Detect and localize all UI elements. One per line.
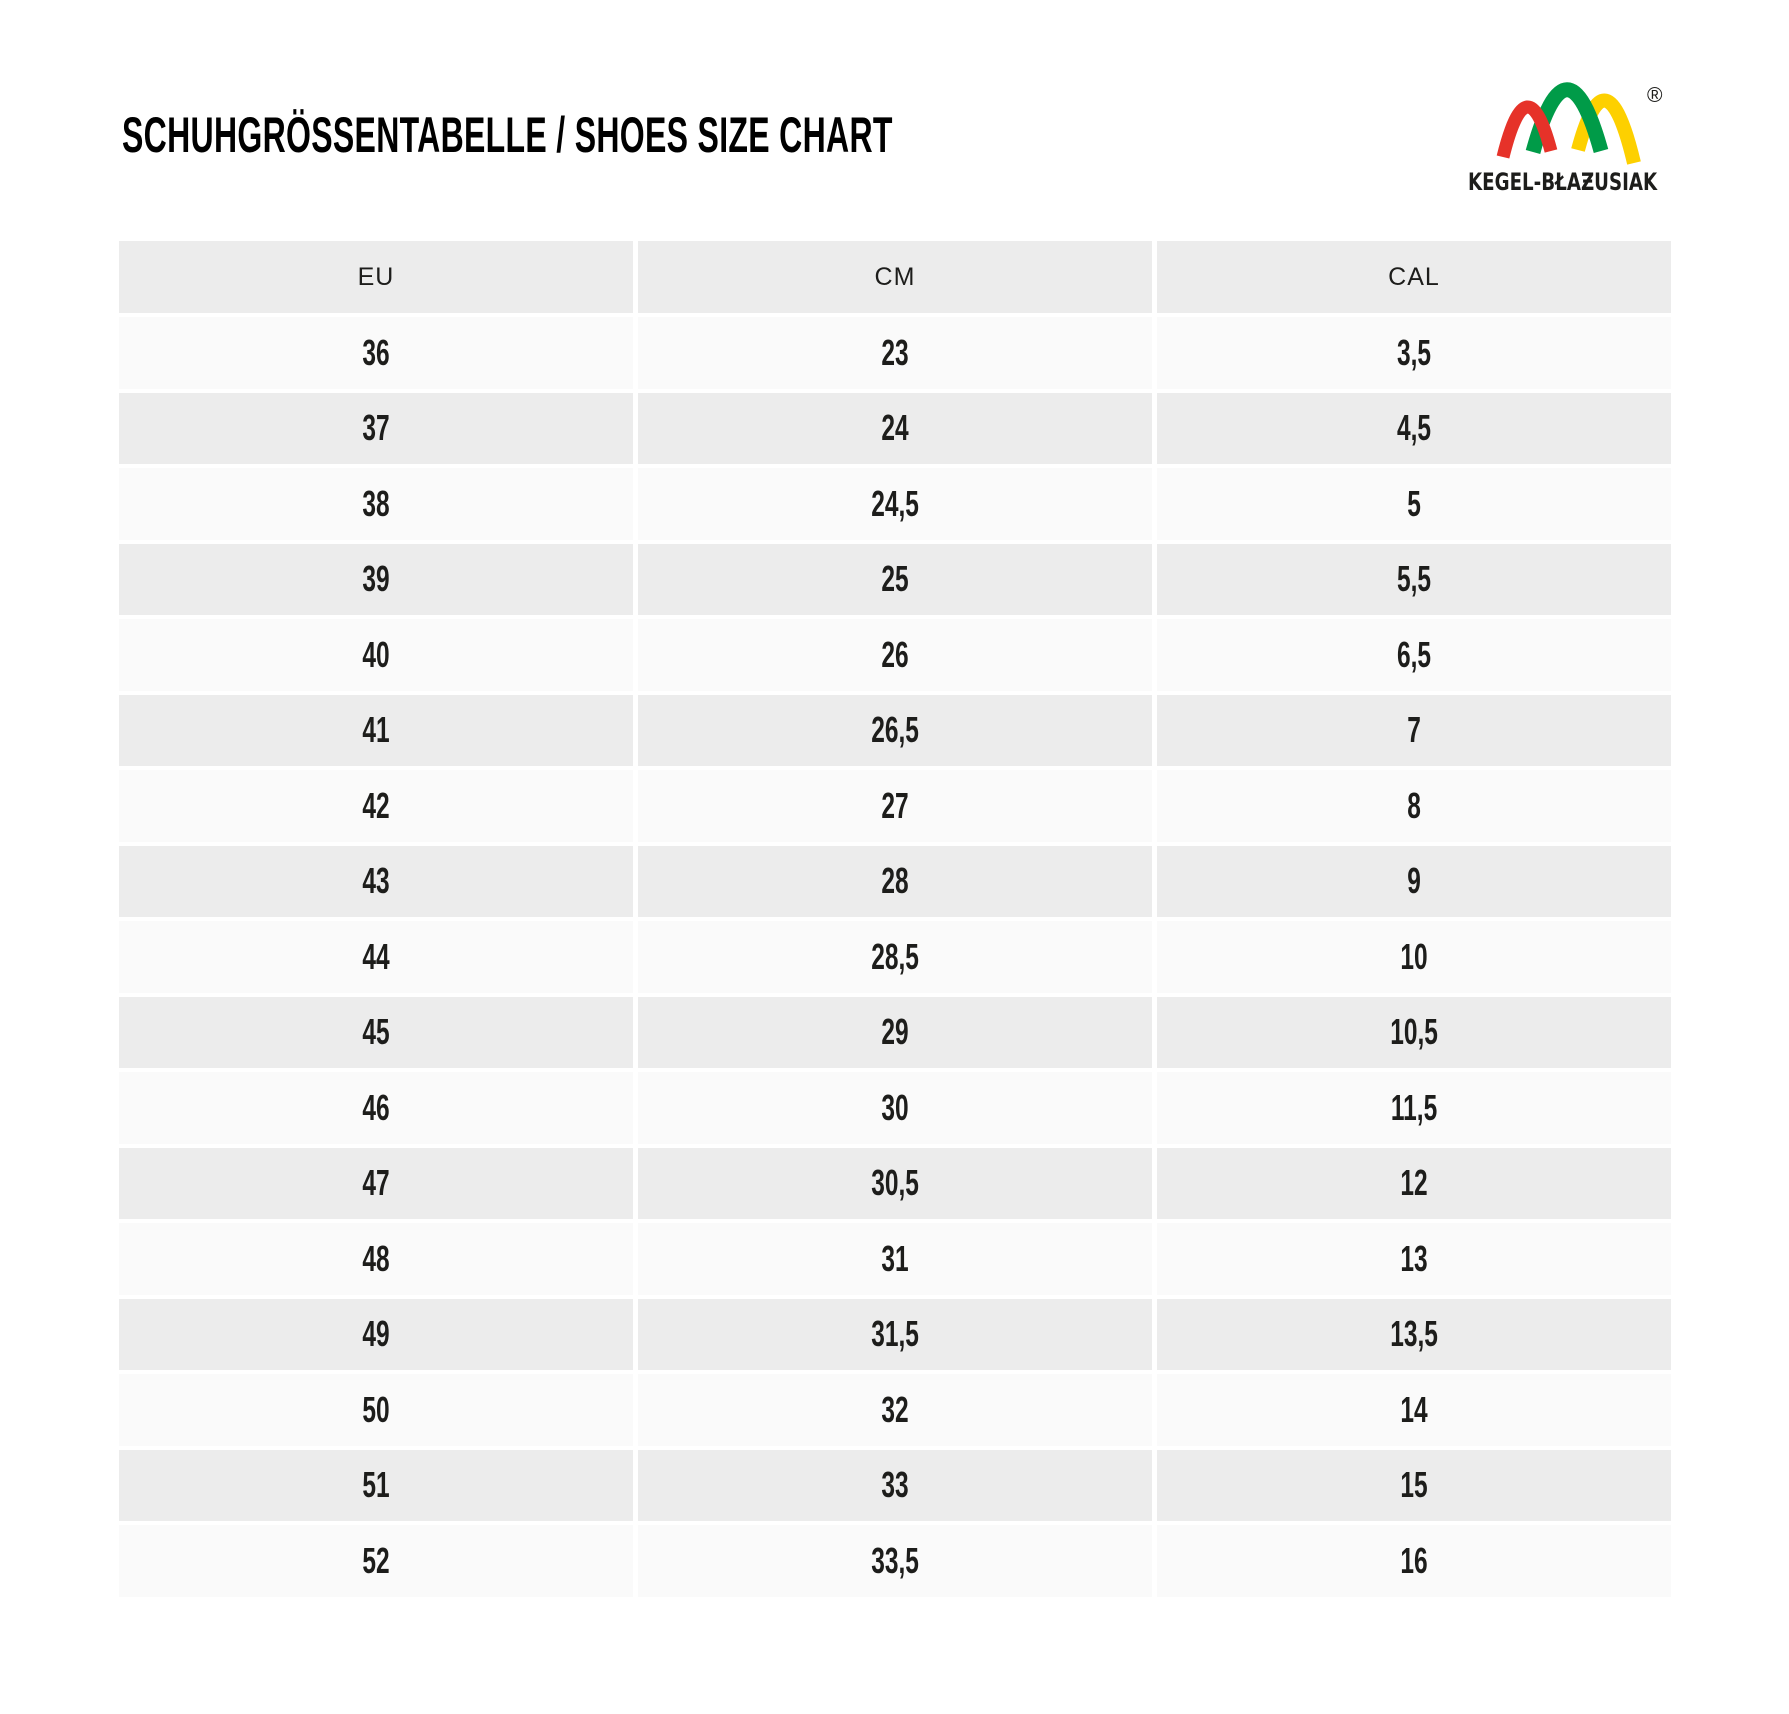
cell-cm [638,468,1152,540]
column-header-cal: CAL [1157,241,1671,313]
cell-eu [119,544,633,616]
cal-value: 9 [1407,860,1421,902]
eu-value: 52 [362,1539,390,1581]
eu-value: 51 [362,1464,390,1506]
cell-eu [119,997,633,1069]
cell-cal [1157,1148,1671,1220]
eu-value: 36 [362,331,390,373]
cm-value: 30 [881,1086,909,1128]
cal-value: 4,5 [1396,407,1432,449]
cell-cal [1157,1374,1671,1446]
cal-value: 5,5 [1396,558,1432,600]
cm-value: 27 [881,784,909,826]
cell-cm [638,544,1152,616]
cell-cal [1157,695,1671,767]
cell-eu [119,1148,633,1220]
cell-cal [1157,1223,1671,1295]
eu-value: 38 [362,482,390,524]
cell-cm [638,1148,1152,1220]
brand-name: KEGEL-BŁAƵUSIAK [1468,168,1658,196]
cell-cm [638,317,1152,389]
cell-eu [119,468,633,540]
cm-value: 28,5 [871,935,919,977]
cm-value: 23 [881,331,909,373]
cal-value: 10 [1400,935,1428,977]
cell-eu [119,1072,633,1144]
cell-cal [1157,544,1671,616]
cell-eu [119,770,633,842]
cell-cal [1157,317,1671,389]
eu-value: 37 [362,407,390,449]
cm-value: 26,5 [871,709,919,751]
cm-value: 28 [881,860,909,902]
cell-eu [119,619,633,691]
cm-value: 31,5 [871,1313,919,1355]
cm-value: 24 [881,407,909,449]
cm-value: 31 [881,1237,909,1279]
cal-value: 5 [1407,482,1421,524]
cell-cal [1157,393,1671,465]
cal-value: 11,5 [1390,1086,1438,1128]
cm-value: 33 [881,1464,909,1506]
eu-value: 47 [362,1162,390,1204]
page-title: SCHUHGRÖSSENTABELLE / SHOES SIZE CHART [122,107,893,163]
eu-value: 41 [362,709,390,751]
cell-eu [119,317,633,389]
eu-value: 40 [362,633,390,675]
cm-value: 26 [881,633,909,675]
column-header-cm: CM [638,241,1152,313]
eu-value: 49 [362,1313,390,1355]
cell-eu [119,1450,633,1522]
cell-eu [119,921,633,993]
cm-value: 25 [881,558,909,600]
eu-value: 42 [362,784,390,826]
cell-cal [1157,468,1671,540]
eu-value: 39 [362,558,390,600]
cal-value: 14 [1400,1388,1428,1430]
cell-cm [638,393,1152,465]
cell-cm [638,921,1152,993]
cm-value: 30,5 [871,1162,919,1204]
cell-cal [1157,770,1671,842]
cell-cm [638,770,1152,842]
cell-cm [638,1450,1152,1522]
column-header-eu: EU [119,241,633,313]
cell-eu [119,393,633,465]
cell-cm [638,1525,1152,1597]
cal-value: 3,5 [1396,331,1432,373]
cm-value: 24,5 [871,482,919,524]
eu-value: 48 [362,1237,390,1279]
cell-cm [638,695,1152,767]
cell-cal [1157,997,1671,1069]
size-table [119,241,1671,1597]
eu-value: 46 [362,1086,390,1128]
eu-value: 43 [362,860,390,902]
cell-cal [1157,1072,1671,1144]
cell-cm [638,1374,1152,1446]
cal-value: 6,5 [1396,633,1432,675]
cell-eu [119,695,633,767]
cell-eu [119,1374,633,1446]
registered-trademark-icon: ® [1647,84,1663,107]
cal-value: 12 [1400,1162,1428,1204]
cal-value: 13,5 [1390,1313,1438,1355]
cell-cm [638,1223,1152,1295]
cal-value: 7 [1407,709,1421,751]
cell-cm [638,1299,1152,1371]
eu-value: 45 [362,1011,390,1053]
cal-value: 15 [1400,1464,1428,1506]
cell-cal [1157,619,1671,691]
cell-cal [1157,1450,1671,1522]
cell-eu [119,846,633,918]
cell-cal [1157,921,1671,993]
eu-value: 44 [362,935,390,977]
cm-value: 32 [881,1388,909,1430]
cell-cm [638,619,1152,691]
cell-cm [638,1072,1152,1144]
cell-cm [638,846,1152,918]
cm-value: 33,5 [871,1539,919,1581]
brand-logo [1460,60,1700,205]
cell-eu [119,1525,633,1597]
cell-eu [119,1299,633,1371]
cell-cal [1157,846,1671,918]
cm-value: 29 [881,1011,909,1053]
eu-value: 50 [362,1388,390,1430]
cell-eu [119,1223,633,1295]
cell-cal [1157,1299,1671,1371]
cal-value: 13 [1400,1237,1428,1279]
cell-cm [638,997,1152,1069]
cal-value: 8 [1407,784,1421,826]
cal-value: 16 [1400,1539,1428,1581]
cell-cal [1157,1525,1671,1597]
cal-value: 10,5 [1390,1011,1438,1053]
